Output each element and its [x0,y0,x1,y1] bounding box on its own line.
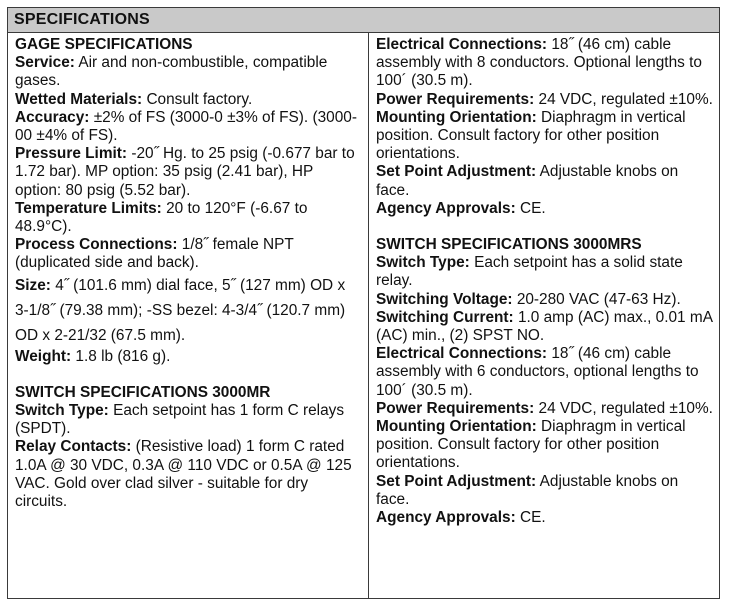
spec-mrs-electrical-connections: Electrical Connections: 18˝ (46 cm) cable assembly with 6 conductors, optional lengths to 100´ (30.5 m). [376,345,699,399]
spec-agency-approvals: Agency Approvals: CE. [376,199,546,217]
spec-mrs-switching-voltage: Switching Voltage: 20-280 VAC (47-63 Hz). [376,290,681,308]
spec-columns [8,33,719,598]
specifications-header: SPECIFICATIONS [8,8,719,33]
spec-wetted-materials: Wetted Materials: Consult factory. [15,90,253,108]
spec-mrs-set-point-adjustment: Set Point Adjustment: Adjustable knobs on face. [376,472,679,508]
spec-process-connections: Process Connections: 1/8˝ female NPT (duplicated side and back). [15,236,294,272]
spec-service: Service: Air and non-combustible, compatible gases. [15,54,328,90]
spec-mr-switch-type: Switch Type: Each setpoint has 1 form C relays (SPDT). [15,402,345,438]
spec-mrs-switching-current: Switching Current: 1.0 amp (AC) max., 0.01 mA (AC) min., (2) SPST NO. [376,308,713,345]
spec-pressure-limit: Pressure Limit: -20˝ Hg. to 25 psig (-0.677 bar to 1.72 bar). MP option: 35 psig (2.41 bar), HP option: 80 psig (5.52 bar). [15,145,355,199]
right-column [369,33,719,598]
spec-mrs-mounting-orientation: Mounting Orientation: Diaphragm in vertical position. Consult factory for other position orientations. [376,418,686,472]
spec-weight: Weight: 1.8 lb (816 g). [15,347,171,365]
spec-accuracy: Accuracy: ±2% of FS (3000-0 ±3% of FS). (3000-00 ±4% of FS). [15,108,357,145]
section-gap [15,366,362,384]
gage-spec-title: GAGE SPECIFICATIONS [15,36,193,53]
section-gap [376,218,713,236]
spec-electrical-connections: Electrical Connections: 18˝ (46 cm) cable assembly with 8 conductors. Optional lengths to 100´ (30.5 m). [376,36,702,90]
specifications-table [7,7,720,599]
spec-temperature-limits: Temperature Limits: 20 to 120°F (-6.67 to 48.9°C). [15,199,308,236]
spec-set-point-adjustment: Set Point Adjustment: Adjustable knobs on face. [376,163,679,199]
spec-mrs-power-requirements: Power Requirements: 24 VDC, regulated ±10%. [376,399,713,417]
spec-mr-relay-contacts: Relay Contacts: (Resistive load) 1 form C rated 1.0A @ 30 VDC, 0.3A @ 110 VDC or 0.5A @ 125 VAC. Gold over clad silver - suitable for dry circuits. [15,438,352,511]
left-column [8,33,369,598]
spec-power-requirements: Power Requirements: 24 VDC, regulated ±10%. [376,90,713,108]
mr-spec-title: SWITCH SPECIFICATIONS 3000MR [15,383,271,401]
spec-mrs-switch-type: Switch Type: Each setpoint has a solid state relay. [376,254,683,290]
spec-mrs-agency-approvals: Agency Approvals: CE. [376,509,546,527]
spec-mounting-orientation: Mounting Orientation: Diaphragm in vertical position. Consult factory for other position orientations. [376,108,686,163]
mrs-spec-title: SWITCH SPECIFICATIONS 3000MRS [376,236,642,254]
spec-size: Size: 4˝ (101.6 mm) dial face, 5˝ (127 mm) OD x 3-1/8˝ (79.38 mm); -SS bezel: 4-3/4˝ (120.7 mm) OD x 2-21/32 (67.5 mm). [15,276,346,344]
